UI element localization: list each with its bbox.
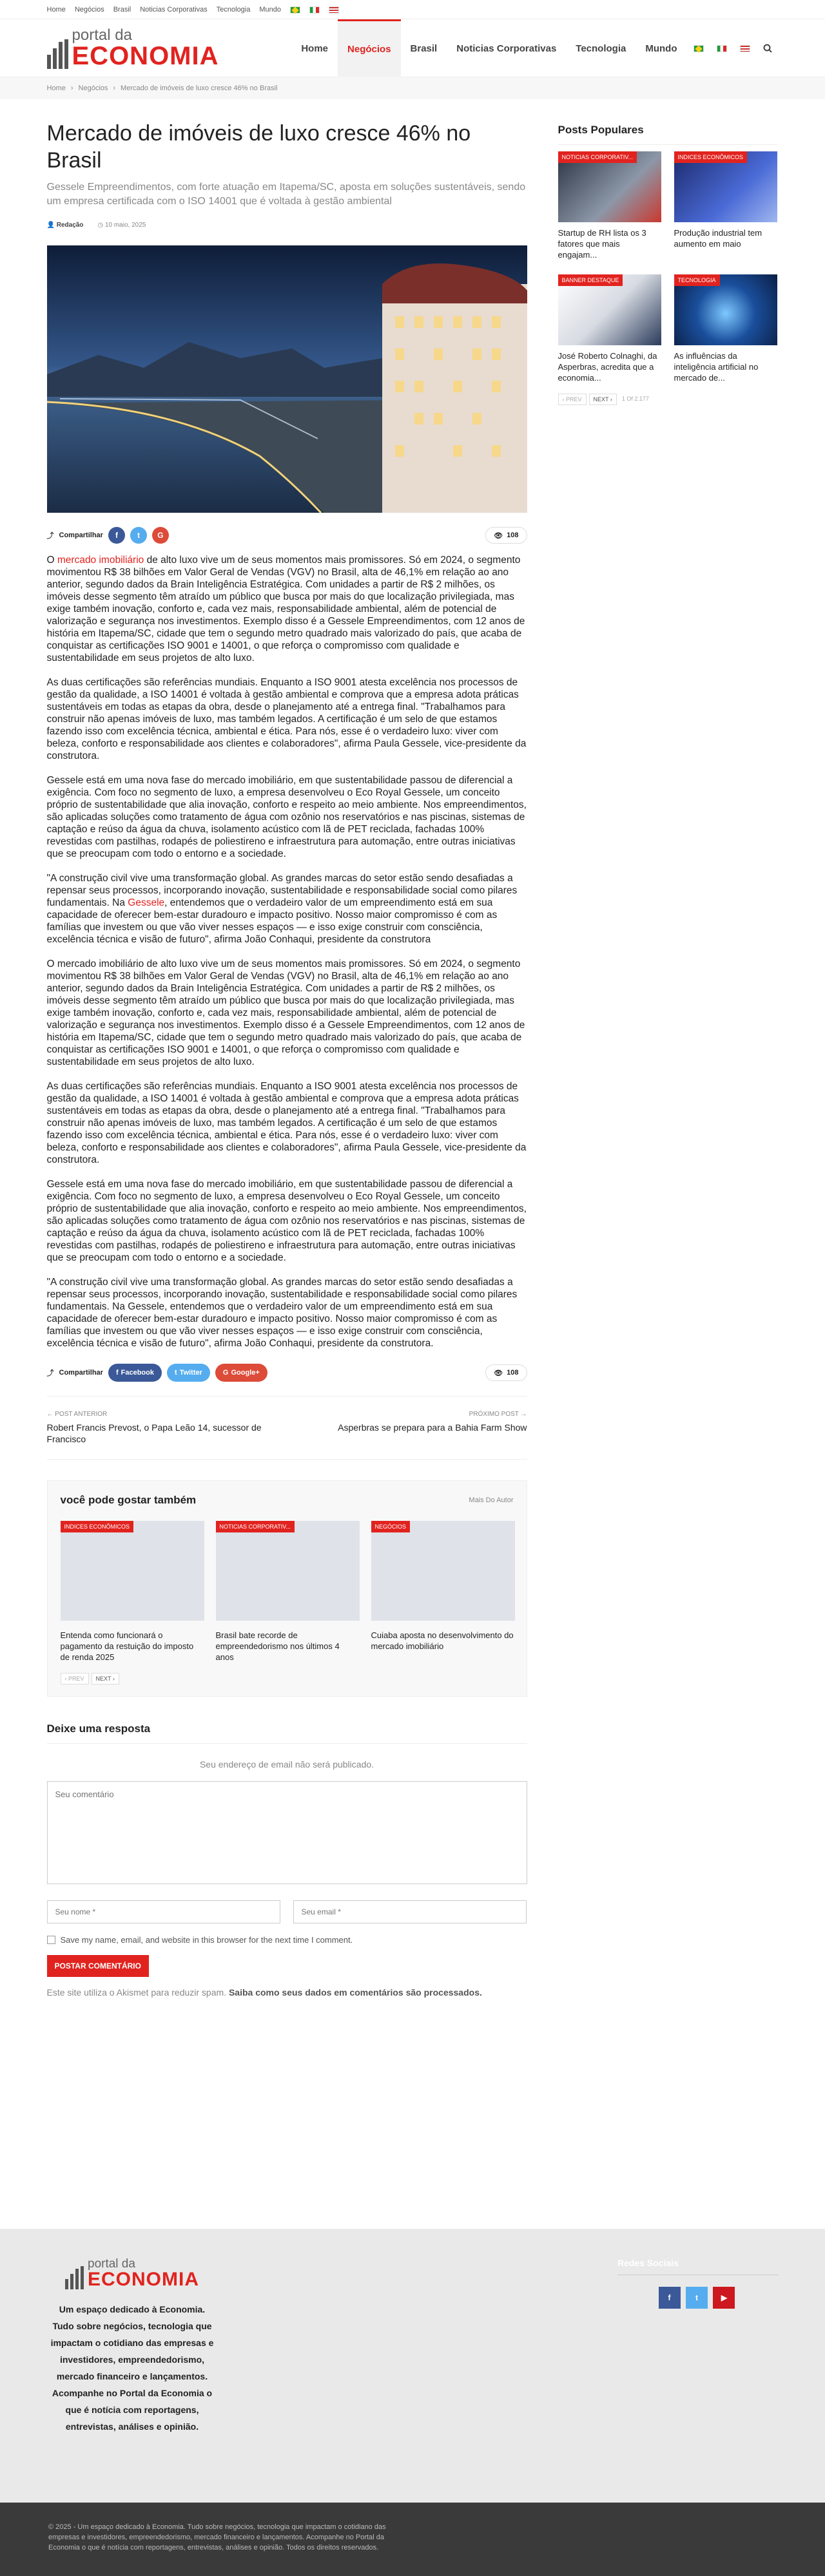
- nav-italy-flag-icon[interactable]: [717, 45, 727, 52]
- next-post-link[interactable]: PRÓXIMO POST → Asperbras se prepara para a Bahia Farm Show: [308, 1411, 527, 1445]
- email-input[interactable]: [293, 1900, 527, 1923]
- article: [47, 111, 527, 2000]
- comments-title: Deixe uma resposta: [47, 1722, 527, 1744]
- article-meta: [47, 222, 527, 229]
- top-link-negocios[interactable]: Negócios: [74, 6, 104, 14]
- author[interactable]: Redação: [56, 222, 84, 229]
- nav-home[interactable]: Home: [301, 43, 329, 54]
- nav-noticias-corporativas[interactable]: Noticias Corporativas: [456, 43, 557, 54]
- nav-brasil[interactable]: Brasil: [410, 43, 438, 54]
- popular-post-card[interactable]: [558, 274, 661, 383]
- logo-bars-icon: [47, 39, 68, 69]
- prev-page-button[interactable]: ‹ PREV: [558, 394, 587, 405]
- breadcrumb-current: Mercado de imóveis de luxo cresce 46% no Brasil: [121, 84, 278, 92]
- nav-brazil-flag-icon[interactable]: [694, 45, 704, 52]
- article-body: [47, 554, 527, 1350]
- footer-description: Um espaço dedicado à Economia. Tudo sobre negócios, tecnologia que impactam o cotidiano das empresas e investidores, empreendedorismo, mercado financeiro e lançamentos. Acompanhe no Portal da Economia o que é notícia com reportagens, entrevistas, análises e opinião.: [50, 2304, 214, 2432]
- top-link-brasil[interactable]: Brasil: [113, 6, 131, 14]
- popular-post-card[interactable]: [674, 151, 777, 260]
- related-card[interactable]: [371, 1521, 515, 1663]
- category-tag[interactable]: TECNOLOGIA: [674, 274, 720, 286]
- link-gessele[interactable]: Gessele: [128, 897, 165, 908]
- share-bar-top: [47, 527, 527, 544]
- paragraph: O mercado imobiliário de alto luxo vive um de seus momentos mais promissores. Só em 2024, o segmento movimentou R$ 38 bilhões em Valor Geral de Vendas (VGV) no Brasil, alta de 46,1% em relação ao ano anterior, segundo dados da Brain Inteligência Estratégica. Com unidades a partir de R$ 2 milhões, os imóveis desse segmento têm atraído um público que busca por mais do que localização privilegiada, mas exige também inovação, conforto e, cada vez mais, responsabilidade ambiental, além de potencial de valorização e segurança nos investimentos. Exemplo disso é a Gessele Empreendimentos, com 12 anos de história em Itapema/SC, cidade que tem o segundo metro quadrado mais valorizado do país, que acaba de conquistar as certificações ISO 9001 e 14001, o que reforça o compromisso com qualidade e sustentabilidade em seus projetos de alto luxo.: [46, 555, 525, 663]
- related-card[interactable]: [61, 1521, 204, 1663]
- post-navigation: [47, 1396, 527, 1460]
- prev-post-title: Robert Francis Prevost, o Papa Leão 14, sucessor de Francisco: [46, 1422, 262, 1444]
- paragraph: "A construção civil vive uma transformação global. As grandes marcas do setor estão sendo desafiadas a repensar seus processos, incorporando inovação, sustentabilidade e responsabilidade social como pilares fundamentais. Na Gessele, entendemos que o verdadeiro valor de um empreendimento está em sua capacidade de oferecer bem-estar duradouro e impacto positivo. Nosso maior compromisso é com as famílias que investem ou que vão viver nesses espaços — e isso exige construir com consciência, excelência técnica e visão de futuro", afirma João Conhaqui, presidente da construtora: [46, 873, 518, 945]
- share-twitter-button[interactable]: t Twitter: [167, 1364, 210, 1382]
- popular-post-card[interactable]: [674, 274, 777, 383]
- paragraph: As duas certificações são referências mundiais. Enquanto a ISO 9001 atesta excelência nos processos de gestão da qualidade, a ISO 14001 é voltada à gestão ambiental e comprova que a empresa adota práticas sustentáveis em todas as etapas da obra, desde o planejamento até a entrega final. "Trabalhamos para construir não apenas imóveis de luxo, mas também legados. A certificação é um selo de que estamos fazendo isso com excelência técnica, ambiental e ética. Para nós, esse é o verdadeiro luxo: viver com beleza, conforto e responsabilidade aos clientes e colaboradores", afirma Paula Gessele, vice-presidente da construtora.: [46, 1081, 527, 1165]
- prev-post-link[interactable]: ← POST ANTERIOR Robert Francis Prevost, o Papa Leão 14, sucessor de Francisco: [47, 1411, 266, 1445]
- top-link-home[interactable]: Home: [46, 6, 66, 14]
- related-card[interactable]: [216, 1521, 360, 1663]
- submit-comment-button[interactable]: POSTAR COMENTÁRIO: [47, 1955, 149, 1977]
- comment-form: [47, 1722, 527, 2000]
- paragraph: O mercado imobiliário de alto luxo vive um de seus momentos mais promissores. Só em 2024, o segmento movimentou R$ 38 bilhões em Valor Geral de Vendas (VGV) no Brasil, alta de 46,1% em relação ao ano anterior, segundo dados da Brain Inteligência Estratégica. Com unidades a partir de R$ 2 milhões, os imóveis desse segmento têm atraído um público que busca por mais do que localização privilegiada, mas exige também inovação, conforto e, cada vez mais, responsabilidade ambiental, além de potencial de valorização e segurança nos investimentos. Exemplo disso é a Gessele Empreendimentos, com 12 anos de história em Itapema/SC, cidade que tem o segundo metro quadrado mais valorizado do país, que acaba de conquistar as certificações ISO 9001 e 14001, o que reforça o compromisso com qualidade e sustentabilidade em seus projetos de alto luxo.: [46, 959, 525, 1067]
- breadcrumb: [0, 77, 825, 99]
- nav-negocios[interactable]: Negócios: [338, 19, 401, 77]
- share-facebook-button[interactable]: f Facebook: [108, 1364, 162, 1382]
- popular-post-title: As influências da inteligência artificial no mercado de...: [674, 351, 759, 383]
- next-post-title: Asperbras se prepara para a Bahia Farm Show: [338, 1422, 527, 1433]
- paragraph: "A construção civil vive uma transformação global. As grandes marcas do setor estão sendo desafiadas a repensar seus processos, incorporando inovação, sustentabilidade e responsabilidade social como pilares fundamentais. Na Gessele, entendemos que o verdadeiro valor de um empreendimento está em sua capacidade de oferecer bem-estar duradouro e impacto positivo. Nosso maior compromisso é com as famílias que investem ou que vão viver nesses espaços — e isso exige construir com consciência, excelência técnica e visão de futuro", afirma João Conhaqui, presidente da construtora.: [46, 1277, 518, 1349]
- share-icon: ⤴: [46, 532, 54, 540]
- article-subtitle: Gessele Empreendimentos, com forte atuação em Itapema/SC, aposta em soluções sustentáveis, sendo um empresa certificada com o ISO 14001 que é voltada à gestão ambiental: [46, 182, 526, 207]
- footer-logo[interactable]: [48, 2258, 216, 2289]
- top-link-noticias[interactable]: Noticias Corporativas: [140, 6, 208, 14]
- hero-image: [47, 245, 527, 513]
- name-input[interactable]: [47, 1900, 280, 1923]
- save-info-checkbox[interactable]: [47, 1936, 55, 1944]
- views-counter: [485, 527, 527, 544]
- paragraph: Gessele está em uma nova fase do mercado imobiliário, em que sustentabilidade passou de diferencial a exigência. Com foco no segmento de luxo, a empresa desenvolveu o Eco Royal Gessele, um conceito próprio de sustentabilidade que alia inovação, conforto e respeito ao meio ambiente. Nos empreendimentos, são aplicadas soluções como tratamento de água com ozônio nos reservatórios e nas piscinas, sistemas de captação e reúso da água da chuva, isolamento acústico com lã de PET reciclada, fachadas 100% revestidas com pastilhas, rodapés de poliestireno e infraestrutura para automação, entre outras iniciativas que se preocupam com todo o entorno e a sociedade.: [46, 1179, 527, 1263]
- nav-usa-flag-icon[interactable]: [740, 45, 750, 52]
- related-card-title: Entenda como funcionará o pagamento da restuição do imposto de renda 2025: [60, 1630, 194, 1662]
- twitter-icon[interactable]: t: [130, 527, 147, 544]
- related-card-title: Cuiaba aposta no desenvolvimento do mercado imobiliário: [371, 1630, 514, 1651]
- twitter-icon[interactable]: t: [686, 2287, 708, 2309]
- sidebar-pager: [558, 394, 777, 405]
- top-link-mundo[interactable]: Mundo: [259, 6, 281, 14]
- site-logo[interactable]: [47, 28, 219, 69]
- share-label: Compartilhar: [59, 1369, 103, 1377]
- social-section: [617, 2258, 779, 2309]
- next-page-button[interactable]: NEXT ›: [589, 394, 617, 405]
- popular-post-title: Produção industrial tem aumento em maio: [674, 228, 762, 249]
- logo-big-text: ECONOMIA: [72, 42, 219, 70]
- share-google-button[interactable]: G Google+: [215, 1364, 267, 1382]
- eye-icon: 👁: [494, 531, 503, 540]
- facebook-icon[interactable]: f: [108, 527, 125, 544]
- akismet-note: Este site utiliza o Akismet para reduzir spam. Saiba como seus dados em comentários são processados.: [46, 1987, 482, 1998]
- related-pager: [61, 1673, 514, 1684]
- italy-flag-icon[interactable]: [309, 6, 320, 14]
- top-link-tecnologia[interactable]: Tecnologia: [216, 6, 251, 14]
- main-nav: [291, 19, 778, 77]
- email-note: Seu endereço de email não será publicado.: [199, 1759, 374, 1770]
- more-by-author-link[interactable]: Mais Do Autor: [469, 1496, 514, 1504]
- chevron-right-icon: ›: [70, 84, 73, 92]
- google-plus-icon[interactable]: G: [152, 527, 169, 544]
- prev-page-button[interactable]: ‹ PREV: [61, 1673, 89, 1684]
- page-count: 1 Of 2.177: [621, 396, 649, 402]
- category-tag[interactable]: NOTICIAS CORPORATIV...: [216, 1521, 295, 1532]
- related-title: você pode gostar também: [60, 1494, 197, 1506]
- arrow-left-icon: ←: [46, 1411, 55, 1418]
- related-card-title: Brasil bate recorde de empreendedorismo nos últimos 4 anos: [215, 1630, 340, 1662]
- nav-tecnologia[interactable]: Tecnologia: [576, 43, 626, 54]
- related-posts: [47, 1480, 527, 1697]
- views-count: 108: [507, 1369, 519, 1377]
- views-count: 108: [507, 531, 519, 539]
- google-plus-icon: G: [222, 1369, 229, 1377]
- header: [0, 19, 825, 77]
- copyright-bar: [0, 2503, 825, 2576]
- date: 10 maio, 2025: [104, 222, 146, 229]
- popular-post-title: José Roberto Colnaghi, da Asperbras, acredita que a economia...: [558, 351, 657, 383]
- youtube-icon[interactable]: ▶: [713, 2287, 735, 2309]
- logo-small-text: portal da: [72, 26, 132, 44]
- sidebar: [558, 111, 777, 2000]
- paragraph: As duas certificações são referências mundiais. Enquanto a ISO 9001 atesta excelência nos processos de gestão da qualidade, a ISO 14001 é voltada à gestão ambiental e comprova que a empresa adota práticas sustentáveis em todas as etapas da obra, desde o planejamento até a entrega final. "Trabalhamos para construir não apenas imóveis de luxo, mas também legados. A certificação é um selo de que estamos fazendo isso com excelência técnica, ambiental e ética. Para nós, esse é o verdadeiro luxo: viver com beleza, conforto e responsabilidade aos clientes e colaboradores", afirma Paula Gessele, vice-presidente da construtora.: [46, 677, 527, 761]
- clock-icon: ◷: [97, 222, 105, 229]
- popular-post-card[interactable]: [558, 151, 661, 260]
- paragraph: Gessele está em uma nova fase do mercado imobiliário, em que sustentabilidade passou de diferencial a exigência. Com foco no segmento de luxo, a empresa desenvolveu o Eco Royal Gessele, um conceito próprio de sustentabilidade que alia inovação, conforto e respeito ao meio ambiente. Nos empreendimentos, são aplicadas soluções como tratamento de água com ozônio nos reservatórios e nas piscinas, sistemas de captação e reúso da água da chuva, isolamento acústico com lã de PET reciclada, fachadas 100% revestidas com pastilhas, rodapés de poliestireno e infraestrutura para automação, entre outras iniciativas que se preocupam com todo o entorno e a sociedade.: [46, 775, 527, 859]
- usa-flag-icon[interactable]: [329, 6, 339, 14]
- arrow-right-icon: →: [518, 1411, 527, 1418]
- views-counter: [485, 1364, 527, 1381]
- brazil-flag-icon[interactable]: [290, 6, 300, 14]
- comment-textarea[interactable]: [47, 1781, 527, 1884]
- save-info-label: Save my name, email, and website in this browser for the next time I comment.: [60, 1935, 353, 1945]
- link-mercado-imobiliario[interactable]: mercado imobiliário: [57, 555, 144, 566]
- share-label: Compartilhar: [59, 531, 103, 539]
- next-page-button[interactable]: NEXT ›: [92, 1673, 119, 1684]
- social-title: Redes Sociais: [617, 2258, 779, 2275]
- breadcrumb-home[interactable]: Home: [46, 84, 66, 92]
- eye-icon: 👁: [494, 1369, 503, 1377]
- facebook-icon[interactable]: f: [659, 2287, 681, 2309]
- copyright-text: © 2025 - Um espaço dedicado à Economia. Tudo sobre negócios, tecnologia que impactam o cotidiano das empresas e investidores, empreendedorismo, mercado financeiro e lançamentos. Acompanhe no Portal da Economia o que é notícia com reportagens, entrevistas, análises e opinião. Todos os direitos reservados.: [48, 2523, 386, 2552]
- page-title: Mercado de imóveis de luxo cresce 46% no Brasil: [46, 121, 471, 173]
- twitter-icon: t: [175, 1369, 177, 1377]
- category-tag[interactable]: INDICES ECONÔMICOS: [674, 151, 748, 163]
- search-icon[interactable]: [757, 19, 779, 77]
- user-icon: 👤: [46, 222, 57, 229]
- category-tag[interactable]: NOTICIAS CORPORATIV...: [558, 151, 637, 163]
- nav-mundo[interactable]: Mundo: [645, 43, 677, 54]
- footer-logo-small: portal da: [88, 2257, 135, 2271]
- chevron-right-icon: ›: [113, 84, 116, 92]
- share-bar-bottom: [47, 1364, 527, 1382]
- facebook-icon: f: [115, 1369, 119, 1377]
- sidebar-title: Posts Populares: [558, 124, 777, 145]
- popular-post-title: Startup de RH lista os 3 fatores que mais engajam...: [558, 228, 646, 260]
- breadcrumb-negocios[interactable]: Negócios: [78, 84, 108, 92]
- category-tag[interactable]: NEGÓCIOS: [371, 1521, 411, 1532]
- category-tag[interactable]: BANNER DESTAQUE: [558, 274, 623, 286]
- footer: [0, 2229, 825, 2503]
- category-tag[interactable]: INDICES ECONÔMICOS: [61, 1521, 134, 1532]
- top-bar: [0, 0, 825, 19]
- akismet-link[interactable]: Saiba como seus dados em comentários são processados.: [228, 1987, 482, 1998]
- share-icon: ⤴: [46, 1369, 54, 1377]
- footer-logo-big: ECONOMIA: [88, 2269, 199, 2290]
